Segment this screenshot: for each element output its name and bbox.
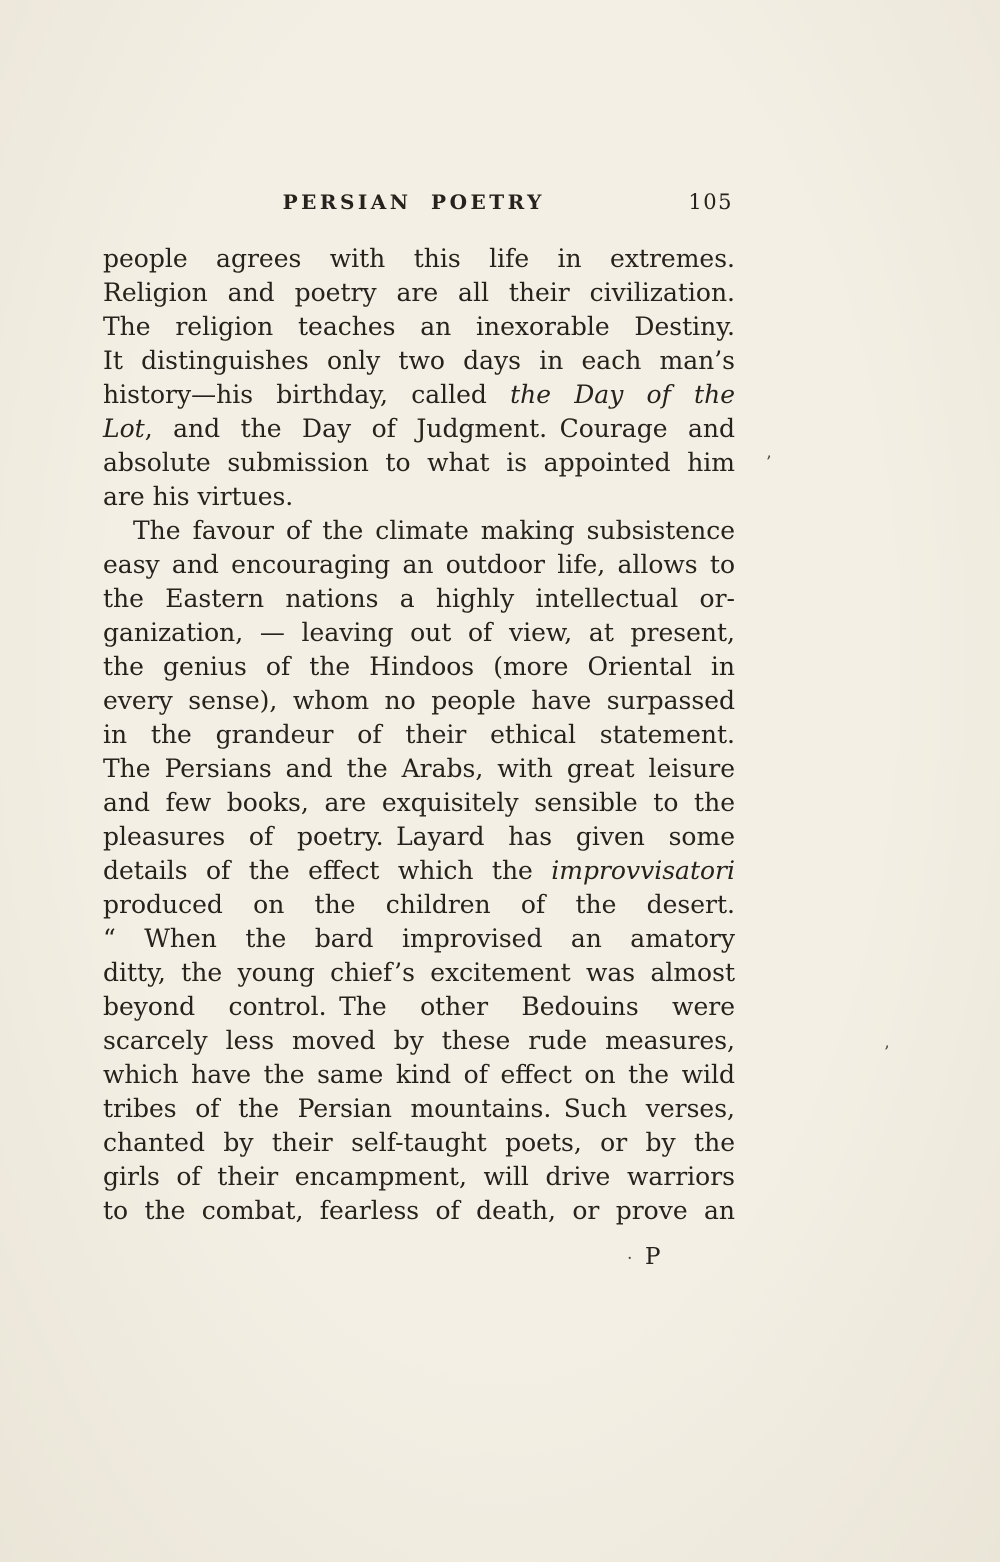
text-segment: details of the effect which the (103, 856, 552, 885)
text-line (103, 242, 735, 276)
text-segment: and few books, are exquisitely sensible to the (103, 788, 735, 817)
text-segment: easy and encouraging an outdoor life, allows to (103, 550, 735, 579)
text-line (103, 378, 735, 412)
italic-text-segment: the Day of the (510, 380, 735, 409)
text-segment: scarcely less moved by these rude measures, (103, 1026, 735, 1055)
text-line (103, 820, 735, 854)
italic-text-segment: Lot (103, 414, 145, 443)
page-number: 105 (688, 190, 733, 214)
running-header (103, 190, 735, 220)
text-line (103, 344, 735, 378)
text-body (103, 242, 735, 1228)
text-line (103, 1126, 735, 1160)
text-line (103, 480, 735, 514)
print-artifact: ’ (766, 453, 772, 473)
text-line (103, 1092, 735, 1126)
text-segment: It distinguishes only two days in each man’s (103, 346, 735, 375)
text-segment: beyond control. The other Bedouins were (103, 992, 735, 1021)
text-line (103, 276, 735, 310)
text-segment: which have the same kind of effect on the wild (103, 1060, 735, 1089)
text-segment: The favour of the climate making subsistence (133, 516, 735, 545)
text-line (103, 412, 735, 446)
text-line (103, 1024, 735, 1058)
text-line (103, 684, 735, 718)
text-line (103, 718, 735, 752)
print-artifact: ’ (884, 1043, 890, 1063)
text-segment: the Eastern nations a highly intellectual or- (103, 584, 735, 613)
text-segment: ganization, — leaving out of view, at present, (103, 618, 735, 647)
text-segment: girls of their encampment, will drive warriors (103, 1162, 735, 1191)
italic-text-segment: improvvisatori (551, 856, 735, 885)
text-line (103, 446, 735, 480)
text-column (103, 190, 735, 1228)
text-segment: ditty, the young chief’s excitement was almost (103, 958, 735, 987)
text-segment: are his virtues. (103, 482, 294, 511)
text-line (103, 650, 735, 684)
text-segment: every sense), whom no people have surpassed (103, 686, 735, 715)
text-line (103, 752, 735, 786)
text-line (103, 1058, 735, 1092)
text-line (103, 922, 735, 956)
text-line (103, 616, 735, 650)
text-segment: history—his birthday, called (103, 380, 511, 409)
text-line (103, 786, 735, 820)
text-segment: “ When the bard improvised an amatory (103, 924, 735, 953)
text-segment: in the grandeur of their ethical statement. (103, 720, 735, 749)
text-segment: people agrees with this life in extremes. (103, 244, 735, 273)
text-line (103, 990, 735, 1024)
text-segment: Religion and poetry are all their civilization. (103, 278, 735, 307)
text-line (103, 854, 735, 888)
text-segment: pleasures of poetry. Layard has given some (103, 822, 735, 851)
text-line (103, 1194, 735, 1228)
text-segment: chanted by their self-taught poets, or by the (103, 1128, 735, 1157)
text-line (103, 548, 735, 582)
text-line (103, 956, 735, 990)
paragraph (103, 242, 735, 514)
text-segment: , and the Day of Judgment. Courage and (144, 414, 735, 443)
signature-mark: P (645, 1244, 662, 1270)
text-line (103, 582, 735, 616)
text-line (103, 888, 735, 922)
text-segment: tribes of the Persian mountains. Such verses, (103, 1094, 735, 1123)
text-segment: The Persians and the Arabs, with great leisure (103, 754, 735, 783)
text-segment: to the combat, fearless of death, or prove an (103, 1196, 735, 1225)
text-segment: absolute submission to what is appointed him (103, 448, 735, 477)
text-segment: produced on the children of the desert. (103, 890, 735, 919)
running-header-title: PERSIAN POETRY (282, 190, 545, 214)
text-line (103, 310, 735, 344)
paragraph (103, 514, 735, 1228)
text-line (103, 514, 735, 548)
text-line (103, 1160, 735, 1194)
print-artifact: . (627, 1244, 633, 1264)
text-segment: the genius of the Hindoos (more Oriental in (103, 652, 735, 681)
text-segment: The religion teaches an inexorable Destiny. (103, 312, 735, 341)
